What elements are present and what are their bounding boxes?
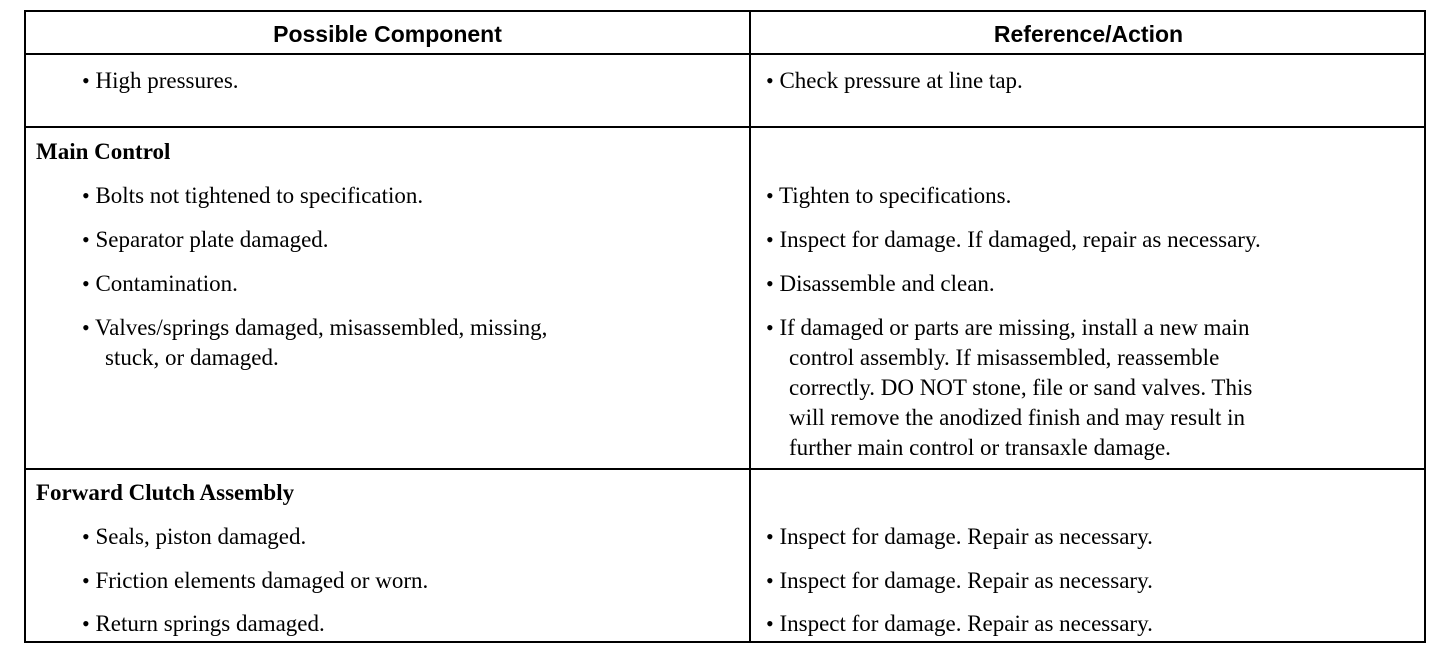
- component-text: Bolts not tightened to specification.: [95, 183, 424, 208]
- list-item: [766, 313, 1250, 343]
- list-item: [766, 66, 1023, 96]
- list-item: [766, 609, 1153, 639]
- action-text: Check pressure at line tap.: [779, 68, 1023, 93]
- action-text: Inspect for damage. Repair as necessary.: [779, 524, 1153, 549]
- bullet-icon: •: [82, 183, 90, 208]
- list-item: [766, 181, 1011, 211]
- bullet-icon: •: [766, 315, 774, 340]
- section-title-forward-clutch: Forward Clutch Assembly: [36, 480, 295, 505]
- action-text: If damaged or parts are missing, install a new main: [779, 315, 1250, 340]
- bullet-icon: •: [766, 183, 774, 208]
- bullet-icon: •: [82, 524, 90, 549]
- action-text: Disassemble and clean.: [779, 271, 995, 296]
- header-possible-component: Possible Component: [273, 21, 502, 47]
- header-reference-action: Reference/Action: [993, 21, 1184, 47]
- action-text-continued: will remove the anodized finish and may result in: [789, 405, 1246, 430]
- list-item: [82, 609, 325, 639]
- column-divider: [749, 12, 751, 641]
- bullet-icon: •: [766, 68, 774, 93]
- list-item: [82, 66, 239, 96]
- component-text: Return springs damaged.: [95, 611, 325, 636]
- header-divider: [26, 53, 1424, 55]
- action-text-continued: further main control or transaxle damage.: [789, 435, 1171, 460]
- action-text-continued: correctly. DO NOT stone, file or sand valves. This: [789, 375, 1253, 400]
- list-item: [766, 225, 1261, 255]
- list-item: [766, 522, 1153, 552]
- bullet-icon: •: [82, 611, 90, 636]
- bullet-icon: •: [766, 227, 774, 252]
- component-text: Seals, piston damaged.: [95, 524, 307, 549]
- action-text: Inspect for damage. If damaged, repair as necessary.: [779, 227, 1261, 252]
- component-text: Valves/springs damaged, misassembled, missing,: [95, 315, 548, 340]
- component-text-continued: stuck, or damaged.: [105, 345, 279, 370]
- list-item: [82, 313, 547, 343]
- list-item: [82, 522, 306, 552]
- diagnosis-table: [24, 10, 1426, 643]
- list-item: [82, 225, 329, 255]
- bullet-icon: •: [82, 68, 90, 93]
- row-divider: [26, 126, 1424, 128]
- component-text: Contamination.: [95, 271, 238, 296]
- row-divider: [26, 468, 1424, 470]
- list-item: [766, 269, 995, 299]
- action-text: Inspect for damage. Repair as necessary.: [779, 611, 1153, 636]
- list-item: [82, 566, 428, 596]
- list-item: [82, 269, 238, 299]
- list-item: [766, 566, 1153, 596]
- bullet-icon: •: [766, 524, 774, 549]
- action-text: Tighten to specifications.: [779, 183, 1012, 208]
- component-text: Friction elements damaged or worn.: [95, 568, 429, 593]
- bullet-icon: •: [82, 568, 90, 593]
- action-text: Inspect for damage. Repair as necessary.: [779, 568, 1153, 593]
- bullet-icon: •: [82, 315, 90, 340]
- bullet-icon: •: [766, 271, 774, 296]
- bullet-icon: •: [766, 568, 774, 593]
- bullet-icon: •: [766, 611, 774, 636]
- section-title-main-control: Main Control: [36, 139, 171, 164]
- action-text-continued: control assembly. If misassembled, reassemble: [789, 345, 1220, 370]
- list-item: [82, 181, 423, 211]
- component-text: High pressures.: [95, 68, 239, 93]
- bullet-icon: •: [82, 227, 90, 252]
- bullet-icon: •: [82, 271, 90, 296]
- component-text: Separator plate damaged.: [95, 227, 329, 252]
